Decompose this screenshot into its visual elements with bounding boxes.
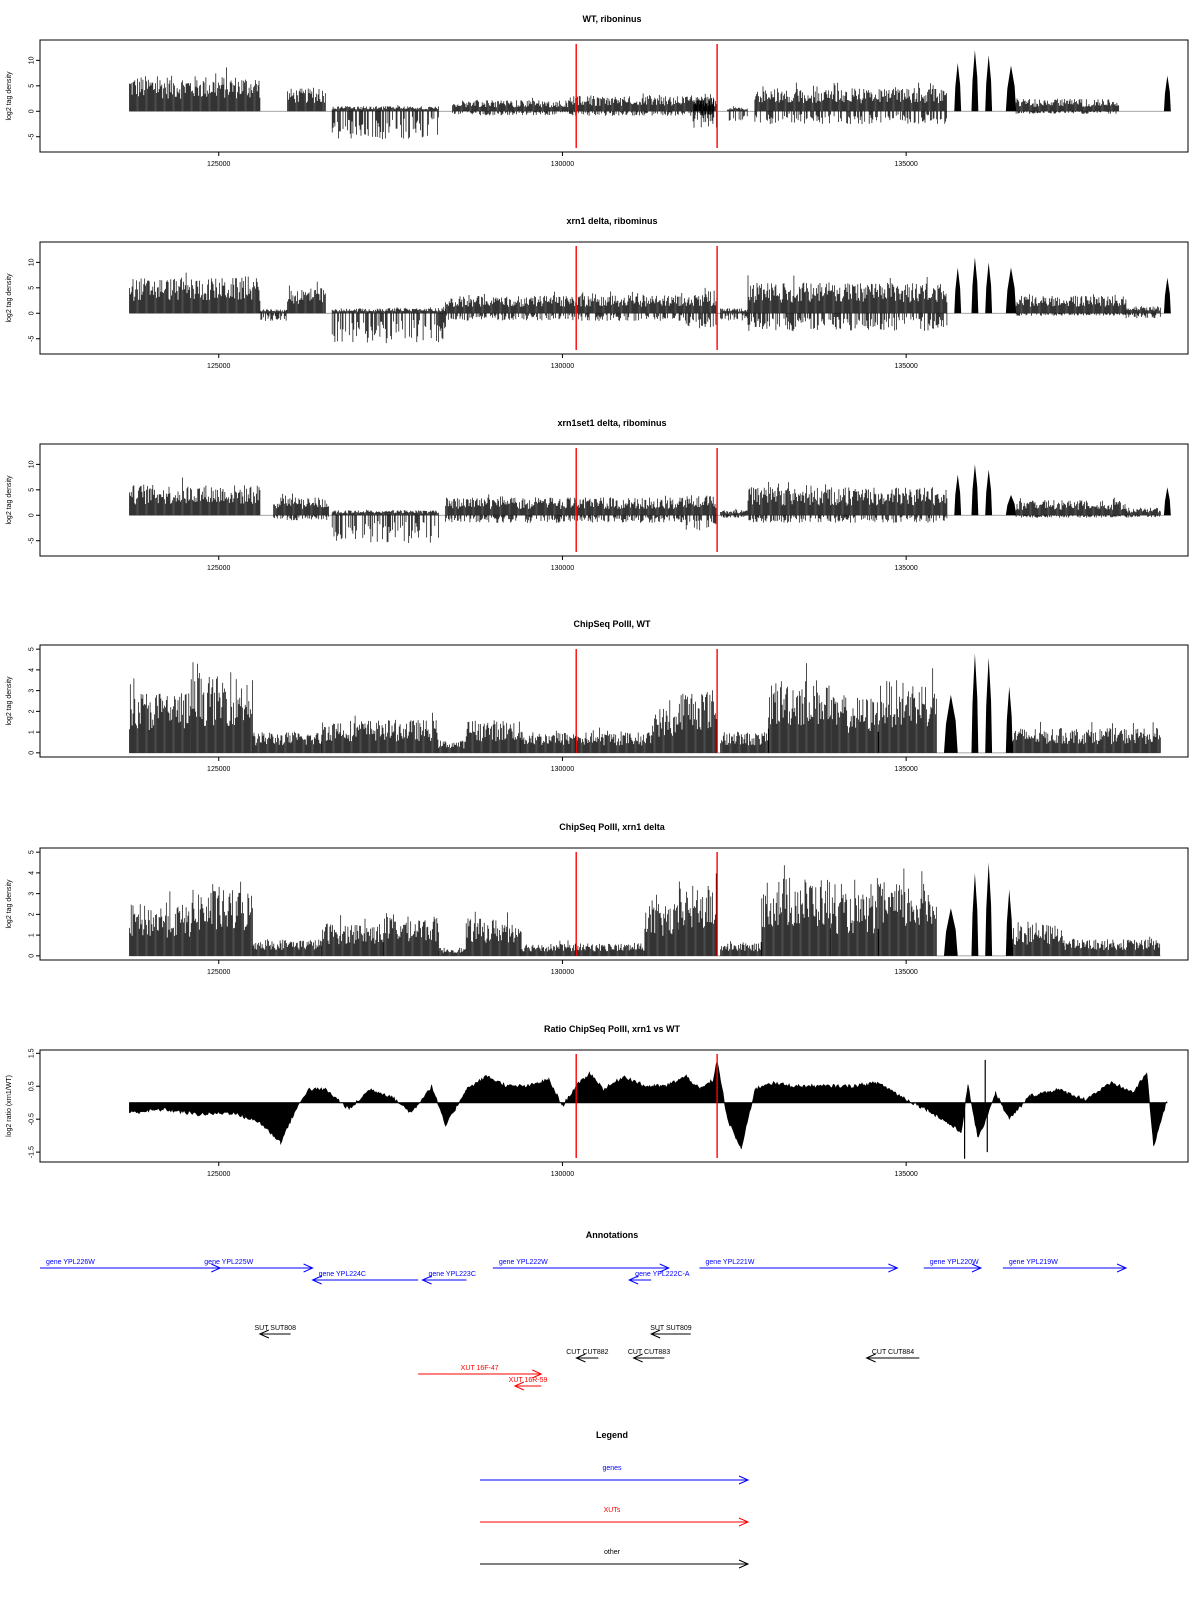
data-segment <box>985 863 992 956</box>
bar-marks <box>748 275 947 331</box>
peak-mark <box>1006 495 1016 515</box>
data-segment <box>322 915 383 956</box>
legend-label: genes <box>602 1465 622 1472</box>
bar-marks <box>879 869 937 956</box>
bar-marks <box>1016 294 1126 316</box>
peak-mark <box>1006 686 1013 752</box>
data-segment <box>1006 65 1016 111</box>
annotation-label: CUT CUT884 <box>871 1349 915 1356</box>
peak-mark <box>985 657 992 752</box>
bar-marks <box>322 713 438 753</box>
data-segment <box>332 105 438 139</box>
data-segment <box>1016 498 1126 518</box>
data-segment <box>944 908 958 956</box>
data-segment <box>129 478 260 516</box>
chart-title: ChipSeq PolII, xrn1 delta <box>559 822 665 832</box>
data-segment <box>755 83 947 124</box>
bar-marks <box>129 273 260 314</box>
x-tick-label: 135000 <box>894 969 918 976</box>
data-segment <box>727 106 747 121</box>
peak-mark <box>971 257 978 313</box>
bar-marks <box>439 948 466 956</box>
data-segment <box>332 510 438 543</box>
data-segment <box>1126 306 1160 318</box>
data-segment <box>521 940 644 955</box>
chart-title: xrn1set1 delta, ribominus <box>557 418 667 428</box>
data-segment <box>1064 937 1159 956</box>
peak-mark <box>1006 889 1013 955</box>
y-axis-label: log2 tag density <box>6 676 13 726</box>
annotation-item <box>423 1271 476 1284</box>
annotation-label: gene YPL219W <box>1008 1259 1058 1266</box>
bar-marks <box>748 482 947 523</box>
annotation-item <box>628 1349 670 1362</box>
chart-title: xrn1 delta, ribominus <box>566 216 658 226</box>
data-segment <box>879 668 937 753</box>
data-segment <box>1013 722 1161 753</box>
bar-marks <box>1126 508 1160 518</box>
data-segment <box>831 878 879 956</box>
data-segment <box>1006 267 1016 313</box>
bar-marks <box>191 882 252 956</box>
annotations-title: Annotations <box>585 1230 639 1240</box>
bar-marks <box>322 915 383 956</box>
data-segment <box>721 941 762 956</box>
data-segment <box>1164 278 1171 314</box>
annotation-item <box>1003 1259 1126 1272</box>
peak-mark <box>1164 278 1171 314</box>
x-tick-label: 125000 <box>207 565 231 572</box>
data-segment <box>274 494 329 521</box>
y-tick-label: 2 <box>28 912 36 917</box>
y-tick-label: -1.5 <box>28 1146 36 1159</box>
ratio-area <box>129 1062 1166 1150</box>
annotation-label: gene YPL225W <box>204 1259 254 1266</box>
bar-marks <box>721 308 748 320</box>
data-segment <box>1126 508 1160 518</box>
bar-marks <box>288 282 326 313</box>
annotation-label: gene YPL222C-A <box>635 1271 690 1278</box>
data-segment <box>985 55 992 111</box>
data-segment <box>652 700 679 753</box>
bar-marks <box>466 720 521 753</box>
peak-mark <box>985 262 992 313</box>
peak-mark <box>985 55 992 111</box>
data-segment <box>332 307 445 343</box>
legend-title: Legend <box>595 1430 629 1440</box>
annotation-item <box>40 1259 220 1272</box>
data-segment <box>954 63 961 111</box>
data-segment <box>191 882 252 956</box>
annotation-label: XUT 16F-47 <box>460 1365 499 1372</box>
data-segment <box>721 308 748 320</box>
data-segment <box>129 67 260 111</box>
chart-panel-2 <box>6 216 1188 370</box>
y-tick-label: 10 <box>28 56 36 65</box>
annotation-item <box>509 1377 548 1390</box>
data-segment <box>954 475 961 516</box>
data-segment <box>721 729 769 753</box>
data-segment <box>1016 294 1126 316</box>
bar-marks <box>879 668 937 753</box>
bar-marks <box>721 509 748 518</box>
x-tick-label: 130000 <box>550 161 575 168</box>
bar-marks <box>274 494 329 521</box>
chart-panels <box>6 14 1188 1178</box>
data-segment <box>1164 76 1171 112</box>
x-tick-label: 135000 <box>894 161 918 168</box>
y-tick-label: 0 <box>28 953 36 958</box>
x-tick-label: 130000 <box>550 969 575 976</box>
annotation-label: gene YPL224C <box>318 1271 366 1278</box>
bar-marks <box>129 478 260 516</box>
data-segment <box>679 690 717 753</box>
x-tick-label: 125000 <box>207 161 231 168</box>
data-segment <box>569 94 713 116</box>
bar-marks <box>129 679 190 753</box>
bar-marks <box>446 292 569 321</box>
data-segment <box>762 865 830 956</box>
data-segment <box>985 469 992 515</box>
y-tick-label: -5 <box>28 133 36 140</box>
x-tick-label: 130000 <box>550 363 575 370</box>
data-segment <box>686 495 717 530</box>
y-axis-label: log2 tag density <box>6 879 13 929</box>
y-tick-label: 10 <box>28 460 36 469</box>
bar-marks <box>1126 306 1160 318</box>
data-segment <box>1006 495 1016 515</box>
data-segment <box>971 873 978 956</box>
bar-marks <box>288 88 326 111</box>
data-segment <box>748 482 947 523</box>
chart-panel-6 <box>6 1024 1188 1178</box>
bar-marks <box>569 496 685 523</box>
y-tick-label: 1.5 <box>28 1048 36 1059</box>
peak-mark <box>1164 76 1171 112</box>
peak-mark <box>971 653 978 753</box>
bar-marks <box>260 309 287 321</box>
data-segment <box>569 496 685 523</box>
annotation-label: gene YPL220W <box>929 1259 979 1266</box>
chart-panel-5 <box>6 822 1188 976</box>
data-segment <box>971 464 978 515</box>
chart-title: Ratio ChipSeq PolII, xrn1 vs WT <box>543 1024 681 1034</box>
legend <box>480 1430 748 1568</box>
annotation-item <box>313 1271 419 1284</box>
x-tick-label: 125000 <box>207 969 231 976</box>
legend-item <box>480 1465 748 1484</box>
data-segment <box>466 912 521 956</box>
data-segment <box>439 741 466 753</box>
data-segment <box>129 679 190 753</box>
bar-marks <box>721 729 769 753</box>
bar-marks <box>686 288 717 328</box>
chart-title: WT, riboninus <box>582 14 642 24</box>
y-tick-label: 4 <box>28 870 36 875</box>
data-segment <box>971 653 978 753</box>
peak-mark <box>1006 65 1016 111</box>
legend-label: other <box>604 1549 620 1556</box>
x-tick-label: 135000 <box>894 565 918 572</box>
data-segment <box>446 292 569 321</box>
data-segment <box>521 728 652 753</box>
bar-marks <box>755 83 947 124</box>
y-axis-label: log2 ratio (xrn1/WT) <box>6 1075 13 1137</box>
y-tick-label: 10 <box>28 258 36 267</box>
y-tick-label: 0 <box>28 513 36 518</box>
bar-marks <box>569 94 713 116</box>
data-segment <box>831 695 879 752</box>
y-axis-label: log2 tag density <box>6 273 13 323</box>
annotation-label: CUT CUT883 <box>627 1349 671 1356</box>
plot-frame <box>40 444 1188 556</box>
chart-panel-1 <box>6 14 1188 168</box>
x-tick-label: 130000 <box>550 766 575 773</box>
y-tick-label: 3 <box>28 688 36 693</box>
bar-marks <box>645 895 679 956</box>
peak-mark <box>944 908 958 956</box>
peak-mark <box>971 873 978 956</box>
peak-mark <box>1006 267 1016 313</box>
x-tick-label: 130000 <box>550 1171 575 1178</box>
data-segment <box>1006 686 1013 752</box>
bar-marks <box>332 105 438 139</box>
bar-marks <box>446 494 569 523</box>
bar-marks <box>762 865 830 956</box>
peak-mark <box>954 475 961 516</box>
peak-mark <box>971 50 978 111</box>
bar-marks <box>686 495 717 530</box>
data-segment <box>686 288 717 328</box>
y-tick-label: -5 <box>28 335 36 342</box>
y-tick-label: 0.5 <box>28 1081 36 1092</box>
bar-marks <box>439 741 466 753</box>
data-segment <box>1164 487 1171 515</box>
bar-marks <box>679 873 717 955</box>
chart-title: ChipSeq PolII, WT <box>573 619 651 629</box>
y-tick-label: 5 <box>28 83 36 88</box>
bar-marks <box>1013 722 1161 753</box>
bar-marks <box>721 941 762 956</box>
peak-mark <box>954 63 961 111</box>
x-tick-label: 125000 <box>207 1171 231 1178</box>
peak-mark <box>1164 487 1171 515</box>
bar-marks <box>727 106 747 121</box>
data-segment <box>645 895 679 956</box>
x-tick-label: 135000 <box>894 1171 918 1178</box>
peak-mark <box>985 863 992 956</box>
data-segment <box>288 88 326 111</box>
data-segment <box>253 939 321 955</box>
annotation-label: XUT 16R-59 <box>508 1377 548 1384</box>
data-segment <box>453 98 569 115</box>
bar-marks <box>652 700 679 753</box>
data-segment <box>769 663 830 753</box>
data-segment <box>129 273 260 314</box>
bar-marks <box>453 98 569 115</box>
data-segment <box>944 695 958 753</box>
y-tick-label: 3 <box>28 891 36 896</box>
peak-mark <box>985 469 992 515</box>
bar-marks <box>521 940 644 955</box>
bar-marks <box>332 307 445 343</box>
y-tick-label: 5 <box>28 285 36 290</box>
data-segment <box>954 267 961 313</box>
y-tick-label: 1 <box>28 730 36 735</box>
bar-marks <box>129 891 190 955</box>
peak-mark <box>971 464 978 515</box>
bar-marks <box>384 913 439 956</box>
data-segment <box>253 732 321 753</box>
legend-label: XUTs <box>603 1507 621 1514</box>
annotation-item <box>254 1325 296 1338</box>
data-segment <box>1006 889 1013 955</box>
data-segment <box>971 50 978 111</box>
data-segment <box>129 891 190 955</box>
annotations-track <box>40 1230 1126 1390</box>
bar-marks <box>191 662 252 753</box>
chart-panel-4 <box>6 619 1188 773</box>
annotation-label: CUT CUT882 <box>566 1349 609 1356</box>
peak-mark <box>954 267 961 313</box>
legend-item <box>480 1549 748 1568</box>
y-tick-label: 4 <box>28 667 36 672</box>
y-axis-label: log2 tag density <box>6 475 13 525</box>
bar-marks <box>253 939 321 955</box>
annotation-item <box>566 1349 608 1362</box>
annotation-item <box>629 1271 690 1284</box>
y-tick-label: 0 <box>28 109 36 114</box>
bar-marks <box>332 510 438 543</box>
bar-marks <box>129 67 260 111</box>
bar-marks <box>679 690 717 753</box>
y-tick-label: -5 <box>28 537 36 544</box>
data-segment <box>971 257 978 313</box>
data-segment <box>721 509 748 518</box>
annotation-label: gene YPL221W <box>705 1259 755 1266</box>
data-segment <box>1013 922 1064 956</box>
annotation-item <box>924 1259 981 1272</box>
data-segment <box>191 662 252 753</box>
bar-marks <box>253 732 321 753</box>
y-tick-label: 0 <box>28 311 36 316</box>
y-tick-label: 5 <box>28 487 36 492</box>
data-segment <box>466 720 521 753</box>
peak-mark <box>944 695 958 753</box>
annotation-item <box>650 1325 692 1338</box>
chart-panel-3 <box>6 418 1188 572</box>
y-tick-label: 2 <box>28 709 36 714</box>
bar-marks <box>831 695 879 752</box>
y-tick-label: 0 <box>28 750 36 755</box>
data-segment <box>260 309 287 321</box>
data-segment <box>322 713 438 753</box>
bar-marks <box>1013 922 1064 956</box>
data-segment <box>985 262 992 313</box>
annotation-label: gene YPL226W <box>46 1259 95 1266</box>
x-tick-label: 135000 <box>894 363 918 370</box>
data-segment <box>569 292 685 321</box>
data-segment <box>384 913 439 956</box>
data-segment <box>985 657 992 752</box>
data-segment <box>679 873 717 955</box>
annotation-item <box>700 1259 898 1272</box>
x-tick-label: 135000 <box>894 766 918 773</box>
annotation-label: gene YPL222W <box>498 1259 548 1266</box>
x-tick-label: 125000 <box>207 363 231 370</box>
data-segment <box>439 948 466 956</box>
data-segment <box>748 275 947 331</box>
data-segment <box>288 282 326 313</box>
bar-marks <box>1016 498 1126 518</box>
annotation-item <box>867 1349 920 1362</box>
bar-marks <box>769 663 830 753</box>
bar-marks <box>521 728 652 753</box>
y-tick-label: 1 <box>28 933 36 938</box>
bar-marks <box>466 912 521 956</box>
annotation-label: SUT SUT809 <box>650 1325 692 1332</box>
y-tick-label: 5 <box>28 647 36 652</box>
y-tick-label: -0.5 <box>28 1113 36 1126</box>
legend-item <box>480 1507 748 1526</box>
y-axis-label: log2 tag density <box>6 71 13 121</box>
data-segment <box>879 869 937 956</box>
annotation-label: gene YPL223C <box>428 1271 476 1278</box>
bar-marks <box>1064 937 1159 956</box>
y-tick-label: 5 <box>28 850 36 855</box>
annotation-label: SUT SUT808 <box>254 1325 296 1332</box>
data-segment <box>446 494 569 523</box>
x-tick-label: 130000 <box>550 565 575 572</box>
bar-marks <box>831 878 879 956</box>
x-tick-label: 125000 <box>207 766 231 773</box>
bar-marks <box>569 292 685 321</box>
